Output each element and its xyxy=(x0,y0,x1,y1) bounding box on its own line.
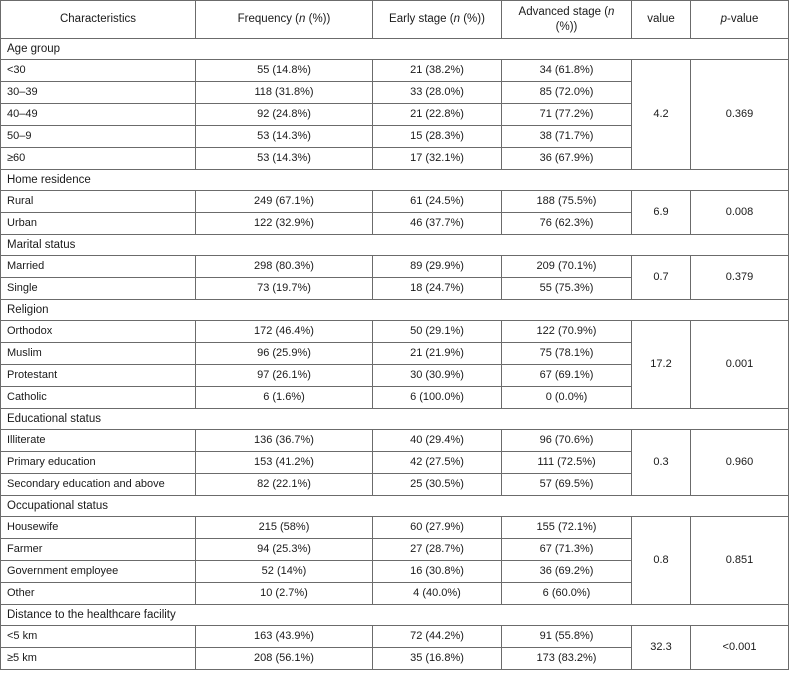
frequency-cell: 136 (36.7%) xyxy=(196,430,373,452)
early-stage-cell: 6 (100.0%) xyxy=(373,387,502,409)
section-row xyxy=(1,605,789,626)
table-row xyxy=(1,517,789,539)
advanced-stage-cell: 34 (61.8%) xyxy=(502,60,632,82)
advanced-stage-cell: 155 (72.1%) xyxy=(502,517,632,539)
frequency-cell: 55 (14.8%) xyxy=(196,60,373,82)
row-label: Catholic xyxy=(1,387,196,409)
row-label: Farmer xyxy=(1,539,196,561)
frequency-cell: 53 (14.3%) xyxy=(196,148,373,170)
frequency-cell: 10 (2.7%) xyxy=(196,583,373,605)
frequency-cell: 53 (14.3%) xyxy=(196,126,373,148)
header-advanced-pre: Advanced stage ( xyxy=(518,5,609,18)
early-stage-cell: 50 (29.1%) xyxy=(373,321,502,343)
header-advanced-n: n xyxy=(608,5,615,18)
early-stage-cell: 18 (24.7%) xyxy=(373,278,502,300)
advanced-stage-cell: 71 (77.2%) xyxy=(502,104,632,126)
test-value-cell: 6.9 xyxy=(632,191,691,235)
early-stage-cell: 21 (21.9%) xyxy=(373,343,502,365)
table-row xyxy=(1,430,789,452)
frequency-cell: 82 (22.1%) xyxy=(196,474,373,496)
frequency-cell: 118 (31.8%) xyxy=(196,82,373,104)
table-row xyxy=(1,626,789,648)
advanced-stage-cell: 111 (72.5%) xyxy=(502,452,632,474)
header-advanced-post: (%)) xyxy=(555,20,578,33)
section-row xyxy=(1,170,789,191)
early-stage-cell: 15 (28.3%) xyxy=(373,126,502,148)
advanced-stage-cell: 67 (71.3%) xyxy=(502,539,632,561)
row-label: Orthodox xyxy=(1,321,196,343)
row-label: <30 xyxy=(1,60,196,82)
row-label: Rural xyxy=(1,191,196,213)
advanced-stage-cell: 188 (75.5%) xyxy=(502,191,632,213)
row-label: Housewife xyxy=(1,517,196,539)
header-frequency xyxy=(196,1,373,39)
row-label: Protestant xyxy=(1,365,196,387)
early-stage-cell: 21 (22.8%) xyxy=(373,104,502,126)
frequency-cell: 96 (25.9%) xyxy=(196,343,373,365)
advanced-stage-cell: 85 (72.0%) xyxy=(502,82,632,104)
table-row xyxy=(1,60,789,82)
frequency-cell: 73 (19.7%) xyxy=(196,278,373,300)
advanced-stage-cell: 67 (69.1%) xyxy=(502,365,632,387)
header-frequency-pre: Frequency ( xyxy=(237,13,300,25)
header-advanced-stage xyxy=(502,1,632,39)
section-row xyxy=(1,235,789,256)
early-stage-cell: 30 (30.9%) xyxy=(373,365,502,387)
test-value-cell: 4.2 xyxy=(632,60,691,170)
frequency-cell: 298 (80.3%) xyxy=(196,256,373,278)
header-early-post: (%)) xyxy=(460,13,485,25)
frequency-cell: 249 (67.1%) xyxy=(196,191,373,213)
row-label: ≥60 xyxy=(1,148,196,170)
row-label: Other xyxy=(1,583,196,605)
header-early-stage xyxy=(373,1,502,39)
p-value-cell: <0.001 xyxy=(691,626,789,670)
row-label: Urban xyxy=(1,213,196,235)
frequency-cell: 153 (41.2%) xyxy=(196,452,373,474)
early-stage-cell: 21 (38.2%) xyxy=(373,60,502,82)
section-row xyxy=(1,300,789,321)
row-label: Primary education xyxy=(1,452,196,474)
row-label: Government employee xyxy=(1,561,196,583)
early-stage-cell: 61 (24.5%) xyxy=(373,191,502,213)
row-label: Married xyxy=(1,256,196,278)
early-stage-cell: 16 (30.8%) xyxy=(373,561,502,583)
section-title: Religion xyxy=(1,300,789,321)
early-stage-cell: 4 (40.0%) xyxy=(373,583,502,605)
header-row xyxy=(1,1,789,39)
advanced-stage-cell: 75 (78.1%) xyxy=(502,343,632,365)
header-frequency-post: (%)) xyxy=(305,13,331,25)
header-characteristics: Characteristics xyxy=(1,1,196,39)
early-stage-cell: 89 (29.9%) xyxy=(373,256,502,278)
row-label: Muslim xyxy=(1,343,196,365)
early-stage-cell: 25 (30.5%) xyxy=(373,474,502,496)
table-body xyxy=(1,39,789,670)
p-value-cell: 0.369 xyxy=(691,60,789,170)
test-value-cell: 32.3 xyxy=(632,626,691,670)
row-label: Secondary education and above xyxy=(1,474,196,496)
advanced-stage-cell: 38 (71.7%) xyxy=(502,126,632,148)
header-frequency-n: n xyxy=(299,13,306,25)
advanced-stage-cell: 0 (0.0%) xyxy=(502,387,632,409)
row-label: 50–9 xyxy=(1,126,196,148)
advanced-stage-cell: 57 (69.5%) xyxy=(502,474,632,496)
frequency-cell: 208 (56.1%) xyxy=(196,648,373,670)
frequency-cell: 52 (14%) xyxy=(196,561,373,583)
section-title: Educational status xyxy=(1,409,789,430)
advanced-stage-cell: 55 (75.3%) xyxy=(502,278,632,300)
early-stage-cell: 60 (27.9%) xyxy=(373,517,502,539)
row-label: Single xyxy=(1,278,196,300)
table-row xyxy=(1,321,789,343)
advanced-stage-cell: 173 (83.2%) xyxy=(502,648,632,670)
table-row xyxy=(1,256,789,278)
advanced-stage-cell: 36 (69.2%) xyxy=(502,561,632,583)
test-value-cell: 0.7 xyxy=(632,256,691,300)
advanced-stage-cell: 96 (70.6%) xyxy=(502,430,632,452)
early-stage-cell: 35 (16.8%) xyxy=(373,648,502,670)
frequency-cell: 6 (1.6%) xyxy=(196,387,373,409)
advanced-stage-cell: 36 (67.9%) xyxy=(502,148,632,170)
advanced-stage-cell: 91 (55.8%) xyxy=(502,626,632,648)
early-stage-cell: 46 (37.7%) xyxy=(373,213,502,235)
advanced-stage-cell: 6 (60.0%) xyxy=(502,583,632,605)
row-label: 40–49 xyxy=(1,104,196,126)
section-title: Marital status xyxy=(1,235,789,256)
header-early-pre: Early stage ( xyxy=(389,13,454,25)
test-value-cell: 17.2 xyxy=(632,321,691,409)
table-row xyxy=(1,191,789,213)
advanced-stage-cell: 76 (62.3%) xyxy=(502,213,632,235)
header-p-post: -value xyxy=(727,13,759,25)
advanced-stage-cell: 122 (70.9%) xyxy=(502,321,632,343)
early-stage-cell: 33 (28.0%) xyxy=(373,82,502,104)
early-stage-cell: 17 (32.1%) xyxy=(373,148,502,170)
p-value-cell: 0.379 xyxy=(691,256,789,300)
section-title: Age group xyxy=(1,39,789,60)
advanced-stage-cell: 209 (70.1%) xyxy=(502,256,632,278)
test-value-cell: 0.3 xyxy=(632,430,691,496)
early-stage-cell: 40 (29.4%) xyxy=(373,430,502,452)
section-row xyxy=(1,409,789,430)
frequency-cell: 122 (32.9%) xyxy=(196,213,373,235)
early-stage-cell: 27 (28.7%) xyxy=(373,539,502,561)
section-title: Occupational status xyxy=(1,496,789,517)
section-title: Distance to the healthcare facility xyxy=(1,605,789,626)
p-value-cell: 0.008 xyxy=(691,191,789,235)
p-value-cell: 0.960 xyxy=(691,430,789,496)
p-value-cell: 0.851 xyxy=(691,517,789,605)
frequency-cell: 97 (26.1%) xyxy=(196,365,373,387)
header-p-italic: p xyxy=(720,13,728,25)
p-value-cell: 0.001 xyxy=(691,321,789,409)
frequency-cell: 92 (24.8%) xyxy=(196,104,373,126)
row-label: 30–39 xyxy=(1,82,196,104)
header-value: value xyxy=(632,1,691,39)
early-stage-cell: 42 (27.5%) xyxy=(373,452,502,474)
frequency-cell: 94 (25.3%) xyxy=(196,539,373,561)
section-row xyxy=(1,496,789,517)
row-label: <5 km xyxy=(1,626,196,648)
row-label: Illiterate xyxy=(1,430,196,452)
section-row xyxy=(1,39,789,60)
frequency-cell: 215 (58%) xyxy=(196,517,373,539)
early-stage-cell: 72 (44.2%) xyxy=(373,626,502,648)
section-title: Home residence xyxy=(1,170,789,191)
test-value-cell: 0.8 xyxy=(632,517,691,605)
frequency-cell: 172 (46.4%) xyxy=(196,321,373,343)
header-early-n: n xyxy=(453,13,461,25)
frequency-cell: 163 (43.9%) xyxy=(196,626,373,648)
header-p-value xyxy=(691,1,789,39)
row-label: ≥5 km xyxy=(1,648,196,670)
